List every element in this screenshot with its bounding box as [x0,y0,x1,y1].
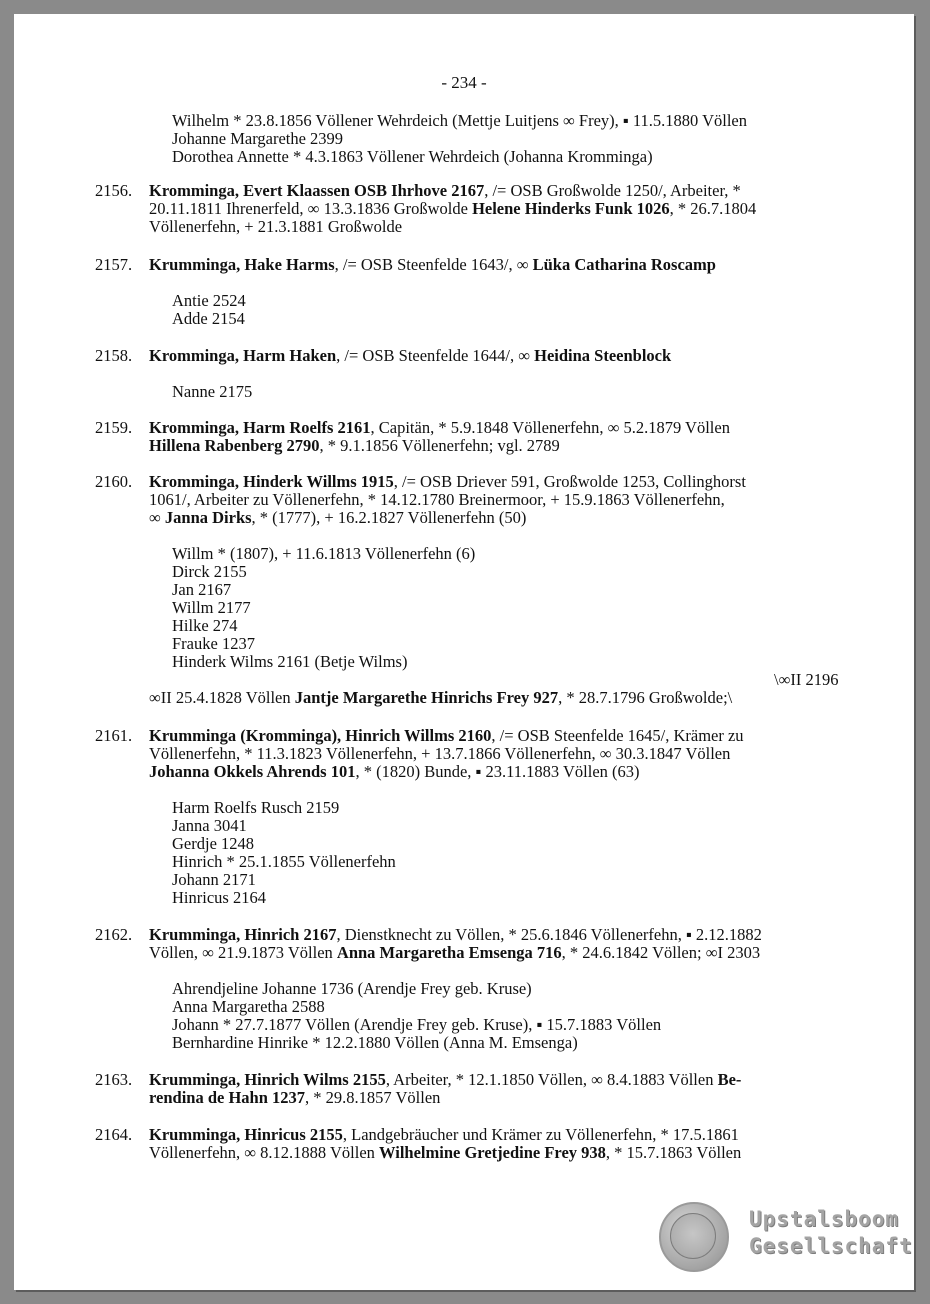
child-line: Johann * 27.7.1877 Völlen (Arendje Frey geb. Kruse), ▪ 15.7.1883 Völlen [172,1015,662,1034]
entry-line: 20.11.1811 Ihrenerfeld, ∞ 13.3.1836 Großwolde Helene Hinderks Funk 1026, * 26.7.1804 [149,199,757,218]
spouse-name: Janna Dirks [164,508,252,527]
entry-number: 2159. [95,418,133,437]
person-name: Krumminga, Hinrich Wilms 2155 [149,1070,386,1089]
person-name: Kromminga, Evert Klaassen OSB Ihrhove 2167 [149,181,485,200]
spouse-name: Wilhelmine Gretjedine Frey 938 [379,1143,606,1162]
entry-line: Krumminga, Hinricus 2155, Landgebräucher und Krämer zu Völlenerfehn, * 17.5.1861 [149,1125,739,1144]
entry-line: Hillena Rabenberg 2790, * 9.1.1856 Völlenerfehn; vgl. 2789 [149,436,560,455]
spouse-name: Johanna Okkels Ahrends 101 [149,762,356,781]
entry-line: Krumminga, Hinrich 2167, Dienstknecht zu Völlen, * 25.6.1846 Völlenerfehn, ▪ 2.12.1882 [149,925,762,944]
person-name: Krumminga (Kromminga), Hinrich Willms 2160 [149,726,492,745]
child-line: Frauke 1237 [172,634,255,653]
entry-line: rendina de Hahn 1237, * 29.8.1857 Völlen [149,1088,441,1107]
entry-line: 1061/, Arbeiter zu Völlenerfehn, * 14.12.1780 Breinermoor, + 15.9.1863 Völlenerfehn, [149,490,725,509]
child-line: Jan 2167 [172,580,232,599]
entry-line: ∞ Janna Dirks, * (1777), + 16.2.1827 Völlenerfehn (50) [149,508,527,527]
entry-number: 2163. [95,1070,133,1089]
entry-number: 2162. [95,925,133,944]
page-sheet [14,14,914,1290]
child-line: Hinricus 2164 [172,888,266,907]
child-line: Harm Roelfs Rusch 2159 [172,798,340,817]
entry-number: 2164. [95,1125,133,1144]
child-line: Bernhardine Hinrike * 12.2.1880 Völlen (Anna M. Emsenga) [172,1033,578,1052]
child-line: Nanne 2175 [172,382,253,401]
child-line: Hilke 274 [172,616,238,635]
person-name: Kromminga, Hinderk Willms 1915 [149,472,394,491]
society-seal-icon [659,1202,729,1272]
entry-line: Völlen, ∞ 21.9.1873 Völlen Anna Margaretha Emsenga 716, * 24.6.1842 Völlen; ∞I 2303 [149,943,761,962]
person-name: Krumminga, Hinricus 2155 [149,1125,343,1144]
entry-line: Johanna Okkels Ahrends 101, * (1820) Bunde, ▪ 23.11.1883 Völlen (63) [149,762,640,781]
entry-line: Kromminga, Harm Roelfs 2161, Capitän, * 5.9.1848 Völlenerfehn, ∞ 5.2.1879 Völlen [149,418,730,437]
page-number: - 234 - [441,73,487,92]
watermark-line-1: Upstalsboom [749,1207,900,1231]
second-marriage-ref: \∞II 2196 [774,670,839,689]
person-name: Kromminga, Harm Haken [149,346,337,365]
entry-line: Völlenerfehn, ∞ 8.12.1888 Völlen Wilhelmine Gretjedine Frey 938, * 15.7.1863 Völlen [149,1143,742,1162]
spouse-name: Helene Hinderks Funk 1026 [472,199,670,218]
spouse-name-start: Be- [717,1070,742,1089]
entry-line: Völlenerfehn, + 21.3.1881 Großwolde [149,217,403,236]
entry-number: 2156. [95,181,133,200]
entry-line: Kromminga, Hinderk Willms 1915, /= OSB Driever 591, Großwolde 1253, Collinghorst [149,472,746,491]
spouse-name: Jantje Margarethe Hinrichs Frey 927 [294,688,559,707]
child-line: Antie 2524 [172,291,246,310]
entry-number: 2158. [95,346,133,365]
person-name: Krumminga, Hinrich 2167 [149,925,337,944]
entry-number: 2160. [95,472,133,491]
entry-number: 2161. [95,726,133,745]
child-line: Dirck 2155 [172,562,247,581]
child-line: Dorothea Annette * 4.3.1863 Völlener Wehrdeich (Johanna Kromminga) [172,147,653,166]
entry-line: Krumminga, Hake Harms, /= OSB Steenfelde 1643/, ∞ Lüka Catharina Roscamp [149,255,716,274]
child-line: Janna 3041 [172,816,247,835]
entry-line: Krumminga, Hinrich Wilms 2155, Arbeiter, * 12.1.1850 Völlen, ∞ 8.4.1883 Völlen Be- [149,1070,742,1089]
spouse-name-end: rendina de Hahn 1237 [149,1088,306,1107]
entry-line: Völlenerfehn, * 11.3.1823 Völlenerfehn, + 13.7.1866 Völlenerfehn, ∞ 30.3.1847 Völlen [149,744,731,763]
entry-number: 2157. [95,255,133,274]
spouse-name: Hillena Rabenberg 2790 [149,436,320,455]
spouse-name: Heidina Steenblock [534,346,672,365]
child-line: Willm * (1807), + 11.6.1813 Völlenerfehn (6) [172,544,476,563]
entry-line: ∞II 25.4.1828 Völlen Jantje Margarethe Hinrichs Frey 927, * 28.7.1796 Großwolde;\ [149,688,733,707]
child-line: Hinderk Wilms 2161 (Betje Wilms) [172,652,408,671]
child-line: Willm 2177 [172,598,251,617]
entry-line: Kromminga, Evert Klaassen OSB Ihrhove 2167, /= OSB Großwolde 1250/, Arbeiter, * [149,181,741,200]
document-page [14,14,914,1290]
entry-line: Kromminga, Harm Haken, /= OSB Steenfelde 1644/, ∞ Heidina Steenblock [149,346,672,365]
child-line: Gerdje 1248 [172,834,255,853]
child-line: Adde 2154 [172,309,245,328]
spouse-name: Lüka Catharina Roscamp [532,255,716,274]
child-line: Johann 2171 [172,870,256,889]
spouse-name: Anna Margaretha Emsenga 716 [336,943,562,962]
watermark-line-2: Gesellschaft [749,1234,913,1258]
child-line: Johanne Margarethe 2399 [172,129,344,148]
child-line: Hinrich * 25.1.1855 Völlenerfehn [172,852,396,871]
person-name: Kromminga, Harm Roelfs 2161 [149,418,371,437]
child-line: Anna Margaretha 2588 [172,997,325,1016]
seal-inner-ring [670,1213,716,1259]
entry-line: Krumminga (Kromminga), Hinrich Willms 2160, /= OSB Steenfelde 1645/, Krämer zu [149,726,744,745]
person-name: Krumminga, Hake Harms [149,255,335,274]
child-line: Wilhelm * 23.8.1856 Völlener Wehrdeich (Mettje Luitjens ∞ Frey), ▪ 11.5.1880 Völlen [172,111,747,130]
child-line: Ahrendjeline Johanne 1736 (Arendje Frey geb. Kruse) [172,979,532,998]
